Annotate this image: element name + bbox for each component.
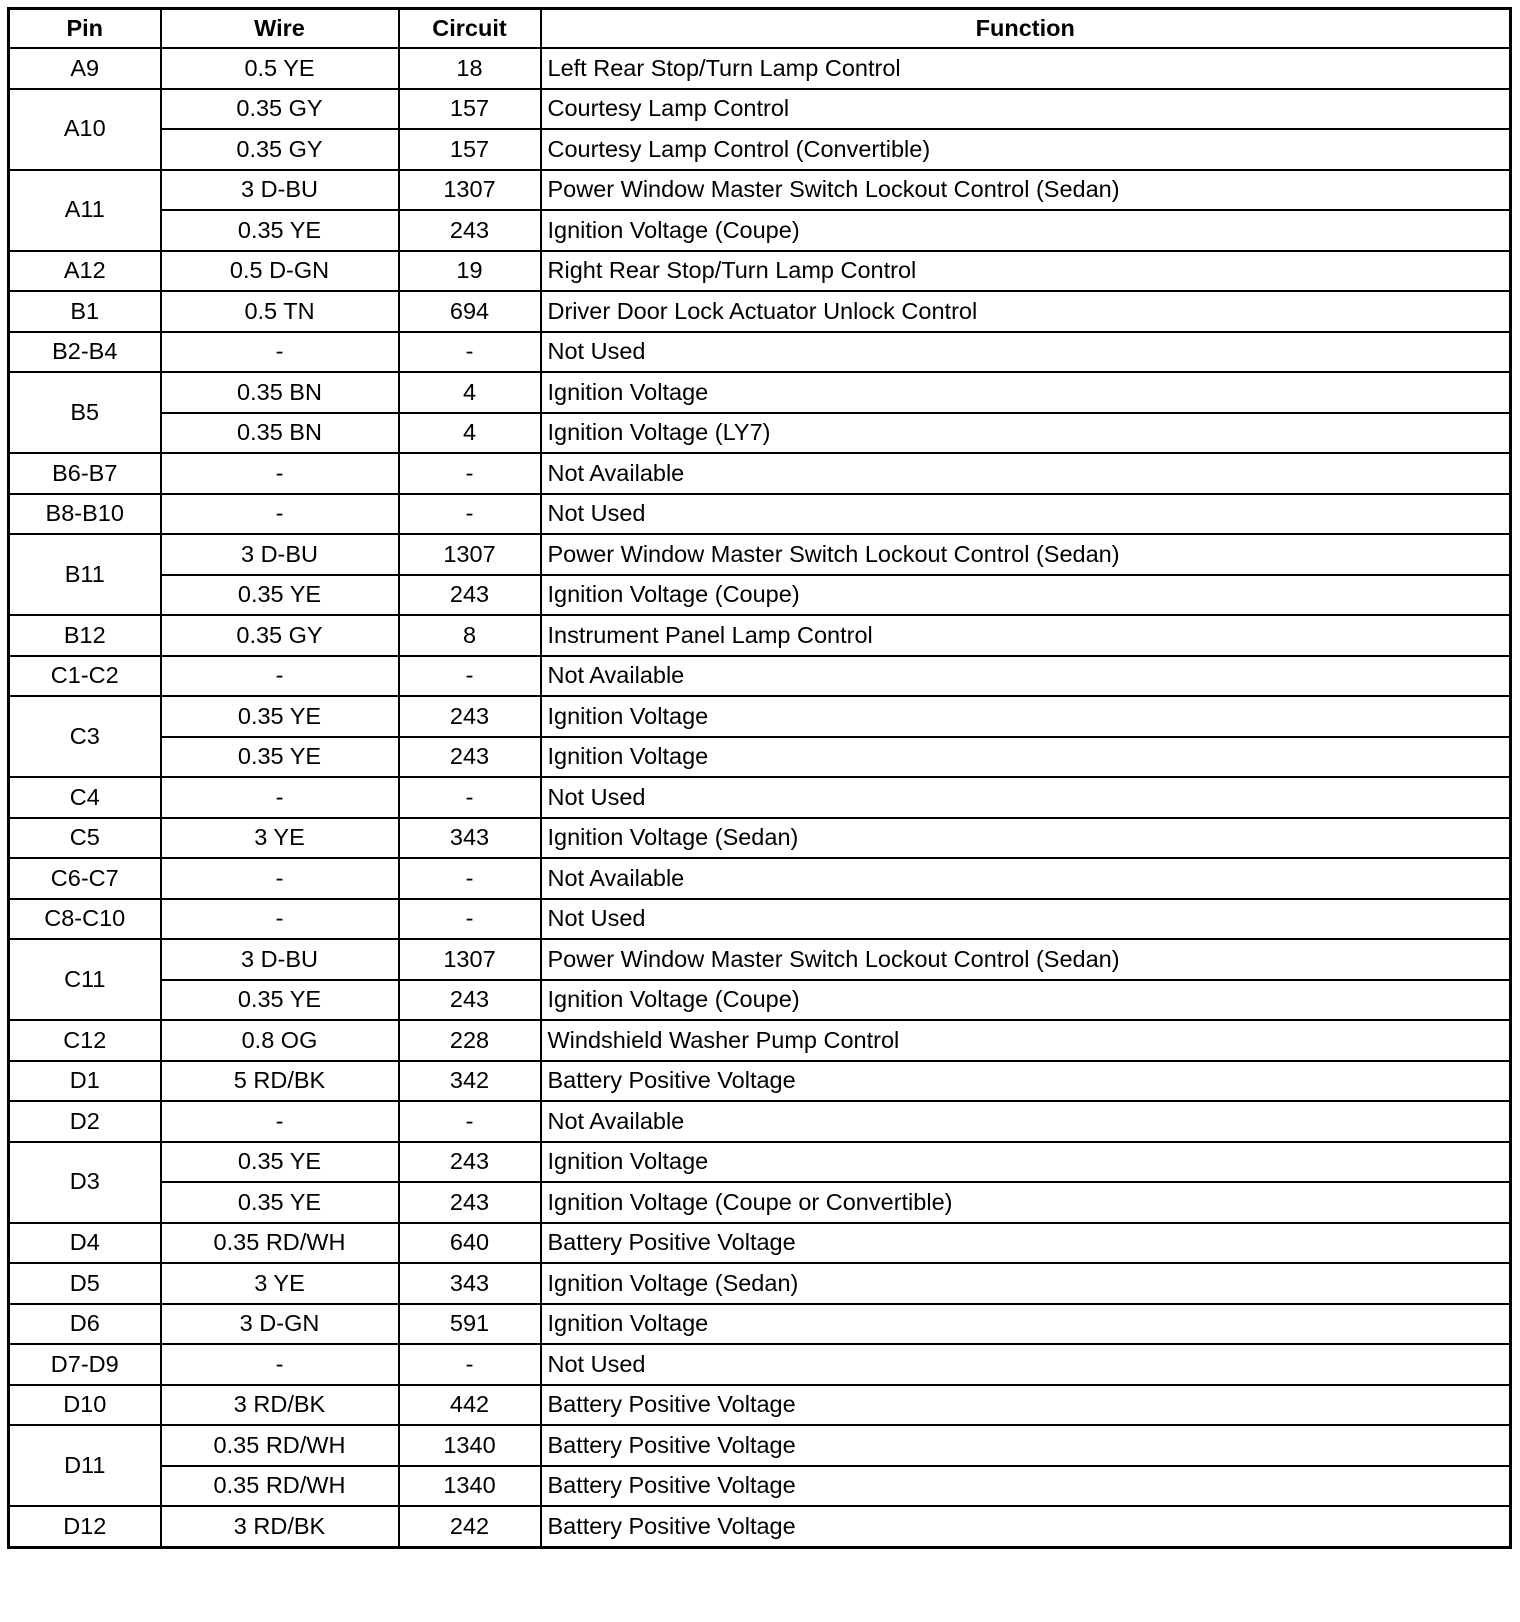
column-header-wire: Wire [161,9,399,49]
wire-cell: 5 RD/BK [161,1061,399,1102]
pin-cell: D6 [9,1304,161,1345]
pin-cell: B12 [9,615,161,656]
wire-cell: 3 D-GN [161,1304,399,1345]
pin-cell: A11 [9,170,161,251]
table-row [9,1223,1511,1264]
pin-cell: C4 [9,777,161,818]
table-row [9,332,1511,373]
wire-cell: - [161,858,399,899]
table-row [9,534,1511,575]
function-cell: Ignition Voltage (Coupe) [541,980,1511,1021]
table-row [9,251,1511,292]
function-cell: Ignition Voltage [541,1304,1511,1345]
table-row [9,1425,1511,1466]
circuit-cell: - [399,858,541,899]
table-row [9,1304,1511,1345]
wire-cell: 0.35 YE [161,696,399,737]
table-row [9,656,1511,697]
wire-cell: - [161,777,399,818]
table-row [9,1061,1511,1102]
function-cell: Ignition Voltage (LY7) [541,413,1511,454]
function-cell: Courtesy Lamp Control [541,89,1511,130]
wire-cell: 0.35 YE [161,575,399,616]
function-cell: Not Available [541,1101,1511,1142]
pin-cell: B11 [9,534,161,615]
pin-cell: B2-B4 [9,332,161,373]
table-row [9,858,1511,899]
table-row [9,1142,1511,1183]
wire-cell: 0.35 YE [161,210,399,251]
connector-pinout-sheet [7,7,1512,1549]
header-row [9,9,1511,49]
function-cell: Power Window Master Switch Lockout Control (Sedan) [541,170,1511,211]
table-row [9,1182,1511,1223]
table-row [9,494,1511,535]
table-body [9,48,1511,1547]
circuit-cell: 243 [399,737,541,778]
table-row [9,372,1511,413]
function-cell: Ignition Voltage (Sedan) [541,1263,1511,1304]
circuit-cell: 228 [399,1020,541,1061]
wire-cell: 0.8 OG [161,1020,399,1061]
function-cell: Ignition Voltage [541,372,1511,413]
function-cell: Battery Positive Voltage [541,1506,1511,1547]
wire-cell: 0.35 YE [161,1142,399,1183]
function-cell: Left Rear Stop/Turn Lamp Control [541,48,1511,89]
circuit-cell: 1307 [399,170,541,211]
circuit-cell: - [399,899,541,940]
circuit-cell: 4 [399,372,541,413]
wire-cell: 0.35 GY [161,89,399,130]
pin-cell: C8-C10 [9,899,161,940]
table-row [9,1020,1511,1061]
wire-cell: - [161,1101,399,1142]
table-header [9,9,1511,49]
table-row [9,777,1511,818]
circuit-cell: 442 [399,1385,541,1426]
wire-cell: - [161,1344,399,1385]
table-row [9,899,1511,940]
function-cell: Not Used [541,1344,1511,1385]
table-row [9,615,1511,656]
circuit-cell: - [399,1344,541,1385]
function-cell: Not Available [541,656,1511,697]
pin-cell: D7-D9 [9,1344,161,1385]
function-cell: Battery Positive Voltage [541,1466,1511,1507]
circuit-cell: - [399,332,541,373]
table-row [9,939,1511,980]
pin-cell: D5 [9,1263,161,1304]
pin-cell: D3 [9,1142,161,1223]
circuit-cell: 243 [399,1142,541,1183]
pin-cell: D12 [9,1506,161,1547]
circuit-cell: 243 [399,210,541,251]
function-cell: Power Window Master Switch Lockout Control (Sedan) [541,939,1511,980]
circuit-cell: 1340 [399,1425,541,1466]
table-row [9,453,1511,494]
circuit-cell: 342 [399,1061,541,1102]
wire-cell: 0.35 YE [161,737,399,778]
table-row [9,696,1511,737]
circuit-cell: 4 [399,413,541,454]
table-row [9,1385,1511,1426]
table-row [9,170,1511,211]
circuit-cell: 1307 [399,939,541,980]
circuit-cell: 18 [399,48,541,89]
wire-cell: 0.35 BN [161,413,399,454]
circuit-cell: 243 [399,1182,541,1223]
wire-cell: 0.5 YE [161,48,399,89]
function-cell: Ignition Voltage (Sedan) [541,818,1511,859]
function-cell: Ignition Voltage [541,1142,1511,1183]
column-header-circuit: Circuit [399,9,541,49]
wire-cell: 3 YE [161,818,399,859]
wire-cell: 0.35 YE [161,980,399,1021]
wire-cell: - [161,332,399,373]
table-row [9,1263,1511,1304]
function-cell: Not Used [541,332,1511,373]
pin-cell: C11 [9,939,161,1020]
function-cell: Ignition Voltage (Coupe or Convertible) [541,1182,1511,1223]
wire-cell: 0.5 D-GN [161,251,399,292]
pin-cell: C3 [9,696,161,777]
circuit-cell: 243 [399,696,541,737]
pin-cell: D2 [9,1101,161,1142]
circuit-cell: 19 [399,251,541,292]
pin-cell: D11 [9,1425,161,1506]
pin-cell: C6-C7 [9,858,161,899]
wire-cell: 3 D-BU [161,170,399,211]
wire-cell: 0.35 YE [161,1182,399,1223]
wire-cell: - [161,899,399,940]
function-cell: Instrument Panel Lamp Control [541,615,1511,656]
function-cell: Driver Door Lock Actuator Unlock Control [541,291,1511,332]
function-cell: Right Rear Stop/Turn Lamp Control [541,251,1511,292]
function-cell: Ignition Voltage [541,737,1511,778]
table-row [9,575,1511,616]
table-row [9,737,1511,778]
table-row [9,1506,1511,1547]
circuit-cell: 343 [399,1263,541,1304]
function-cell: Ignition Voltage (Coupe) [541,575,1511,616]
pin-cell: B6-B7 [9,453,161,494]
circuit-cell: 1340 [399,1466,541,1507]
circuit-cell: - [399,494,541,535]
table-row [9,818,1511,859]
function-cell: Battery Positive Voltage [541,1223,1511,1264]
column-header-function: Function [541,9,1511,49]
circuit-cell: 157 [399,89,541,130]
wire-cell: 0.35 RD/WH [161,1466,399,1507]
table-row [9,980,1511,1021]
pin-cell: D1 [9,1061,161,1102]
wire-cell: 3 RD/BK [161,1506,399,1547]
pin-cell: C5 [9,818,161,859]
pin-cell: B8-B10 [9,494,161,535]
wire-cell: 0.35 RD/WH [161,1425,399,1466]
circuit-cell: 157 [399,129,541,170]
pin-cell: A9 [9,48,161,89]
function-cell: Not Used [541,494,1511,535]
pin-cell: A12 [9,251,161,292]
circuit-cell: - [399,777,541,818]
pin-cell: B1 [9,291,161,332]
circuit-cell: - [399,656,541,697]
table-row [9,291,1511,332]
circuit-cell: 694 [399,291,541,332]
table-row [9,1466,1511,1507]
table-row [9,413,1511,454]
wire-cell: 0.35 GY [161,129,399,170]
function-cell: Ignition Voltage (Coupe) [541,210,1511,251]
function-cell: Windshield Washer Pump Control [541,1020,1511,1061]
function-cell: Battery Positive Voltage [541,1061,1511,1102]
circuit-cell: 243 [399,575,541,616]
circuit-cell: - [399,1101,541,1142]
circuit-cell: 1307 [399,534,541,575]
circuit-cell: 8 [399,615,541,656]
wire-cell: 0.35 GY [161,615,399,656]
wire-cell: 3 D-BU [161,939,399,980]
function-cell: Not Used [541,777,1511,818]
pin-cell: C1-C2 [9,656,161,697]
wire-cell: 0.35 BN [161,372,399,413]
wire-cell: - [161,453,399,494]
pin-cell: B5 [9,372,161,453]
table-row [9,48,1511,89]
function-cell: Battery Positive Voltage [541,1425,1511,1466]
table-row [9,89,1511,130]
pinout-table [7,7,1512,1549]
wire-cell: 3 YE [161,1263,399,1304]
function-cell: Battery Positive Voltage [541,1385,1511,1426]
wire-cell: - [161,494,399,535]
function-cell: Not Available [541,858,1511,899]
table-row [9,1101,1511,1142]
wire-cell: 3 D-BU [161,534,399,575]
table-row [9,210,1511,251]
wire-cell: - [161,656,399,697]
wire-cell: 0.5 TN [161,291,399,332]
table-row [9,1344,1511,1385]
wire-cell: 3 RD/BK [161,1385,399,1426]
function-cell: Power Window Master Switch Lockout Control (Sedan) [541,534,1511,575]
pin-cell: D10 [9,1385,161,1426]
wire-cell: 0.35 RD/WH [161,1223,399,1264]
pin-cell: C12 [9,1020,161,1061]
circuit-cell: - [399,453,541,494]
function-cell: Not Used [541,899,1511,940]
pin-cell: D4 [9,1223,161,1264]
pin-cell: A10 [9,89,161,170]
circuit-cell: 242 [399,1506,541,1547]
function-cell: Not Available [541,453,1511,494]
function-cell: Courtesy Lamp Control (Convertible) [541,129,1511,170]
circuit-cell: 640 [399,1223,541,1264]
column-header-pin: Pin [9,9,161,49]
circuit-cell: 591 [399,1304,541,1345]
function-cell: Ignition Voltage [541,696,1511,737]
circuit-cell: 243 [399,980,541,1021]
circuit-cell: 343 [399,818,541,859]
table-row [9,129,1511,170]
